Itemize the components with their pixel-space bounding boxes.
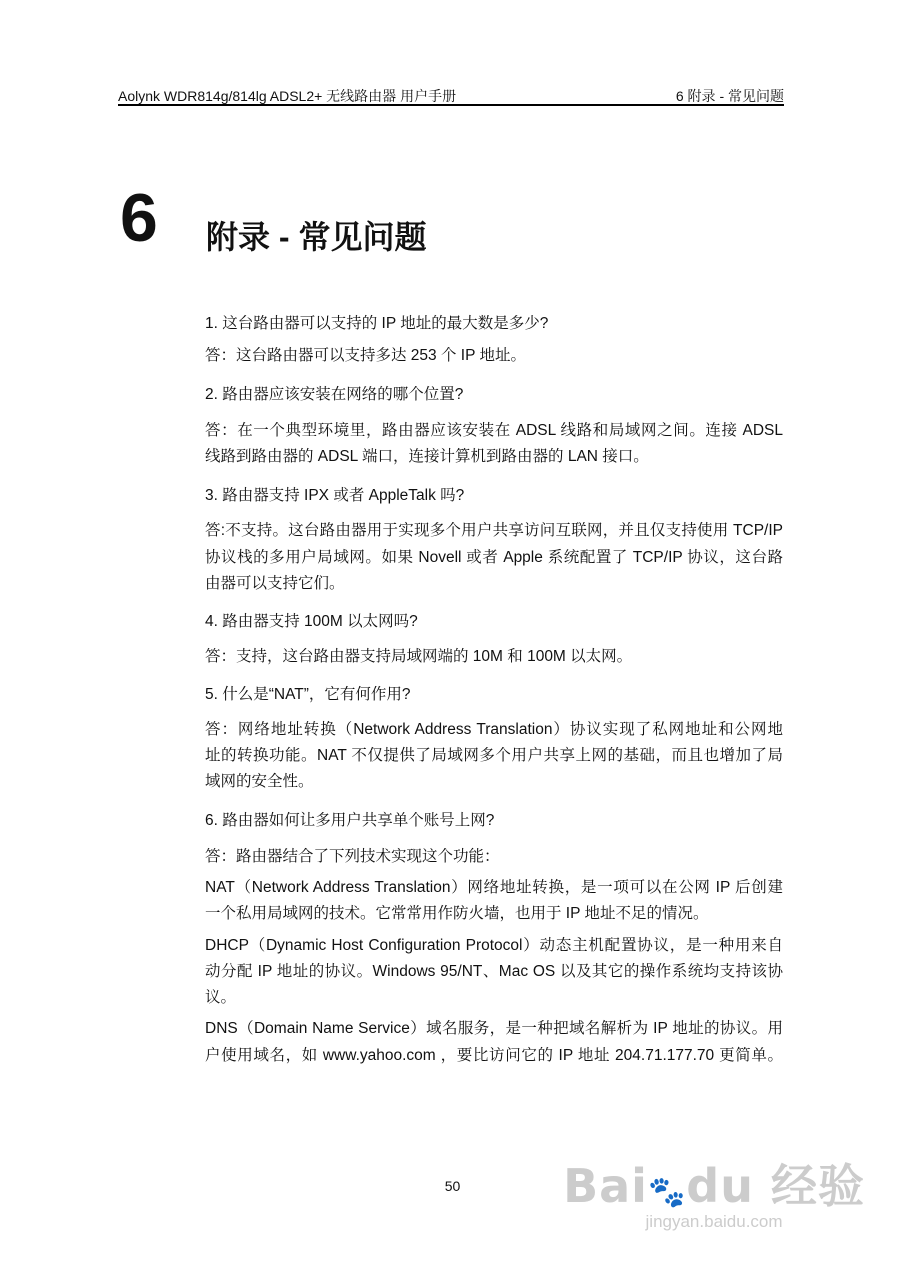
faq-text-line: 答：网络地址转换（Network Address Translation）协议实现了私网地址和公网地 <box>205 721 783 738</box>
page-number: 50 <box>444 1178 461 1194</box>
chapter-number: 6 <box>120 180 158 256</box>
running-header-left: Aolynk WDR814g/814lg ADSL2+ 无线路由器 用户手册 <box>118 88 457 104</box>
faq-text-line: 协议栈的多用户局域网。如果 Novell 或者 Apple 系统配置了 TCP/IP 协议，这台路 <box>205 549 783 566</box>
faq-question: 2. 路由器应该安装在网络的哪个位置? <box>205 386 464 403</box>
faq-text-line: 址的转换功能。NAT 不仅提供了局域网多个用户共享上网的基础，而且也增加了局 <box>205 747 783 764</box>
faq-text-line: 答：在一个典型环境里，路由器应该安装在 ADSL 线路和局域网之间。连接 ADSL <box>205 422 783 439</box>
faq-text-line: DNS（Domain Name Service）域名服务，是一种把域名解析为 IP 地址的协议。用 <box>205 1020 783 1037</box>
faq-text-line: 答：路由器结合了下列技术实现这个功能： <box>205 848 500 865</box>
faq-question: 3. 路由器支持 IPX 或者 AppleTalk 吗? <box>205 487 465 504</box>
faq-text-line: 答：支持，这台路由器支持局域网端的 10M 和 100M 以太网。 <box>205 648 633 665</box>
faq-text-line: 由器可以支持它们。 <box>205 575 345 592</box>
faq-question: 1. 这台路由器可以支持的 IP 地址的最大数是多少? <box>205 315 549 332</box>
faq-text-line: NAT（Network Address Translation）网络地址转换，是一项可以在公网 IP 后创建 <box>205 879 783 896</box>
running-header-right: 6 附录 - 常见问题 <box>675 88 784 104</box>
faq-text-line: 域网的安全性。 <box>205 773 314 790</box>
faq-text-line: 动分配 IP 地址的协议。Windows 95/NT、Mac OS 以及其它的操作系统均支持该协 <box>205 963 783 980</box>
faq-text-line: 议。 <box>205 989 237 1006</box>
faq-text-line: 一个私用局域网的技术。它常常用作防火墙，也用于 IP 地址不足的情况。 <box>205 905 709 922</box>
faq-text-line: 户使用域名，如 www.yahoo.com ，要比访问它的 IP 地址 204.71.177.70 更简单。 <box>205 1047 783 1064</box>
header-rule <box>118 104 784 106</box>
chapter-title: 附录 - 常见问题 <box>206 219 427 255</box>
faq-question: 6. 路由器如何让多用户共享单个账号上网? <box>205 812 495 829</box>
faq-text-line: 线路到路由器的 ADSL 端口，连接计算机到路由器的 LAN 接口。 <box>205 448 649 465</box>
baidu-watermark-logo: Bai🐾du 经验 jingyan.baidu.com <box>563 1159 865 1231</box>
faq-question: 4. 路由器支持 100M 以太网吗? <box>205 613 418 630</box>
faq-question: 5. 什么是“NAT”，它有何作用? <box>205 686 411 703</box>
faq-text-line: DHCP（Dynamic Host Configuration Protocol）动态主机配置协议，是一种用来自 <box>205 937 783 954</box>
faq-text-line: 答：这台路由器可以支持多达 253 个 IP 地址。 <box>205 347 526 364</box>
faq-text-line: 答:不支持。这台路由器用于实现多个用户共享访问互联网，并且仅支持使用 TCP/IP <box>205 522 783 539</box>
